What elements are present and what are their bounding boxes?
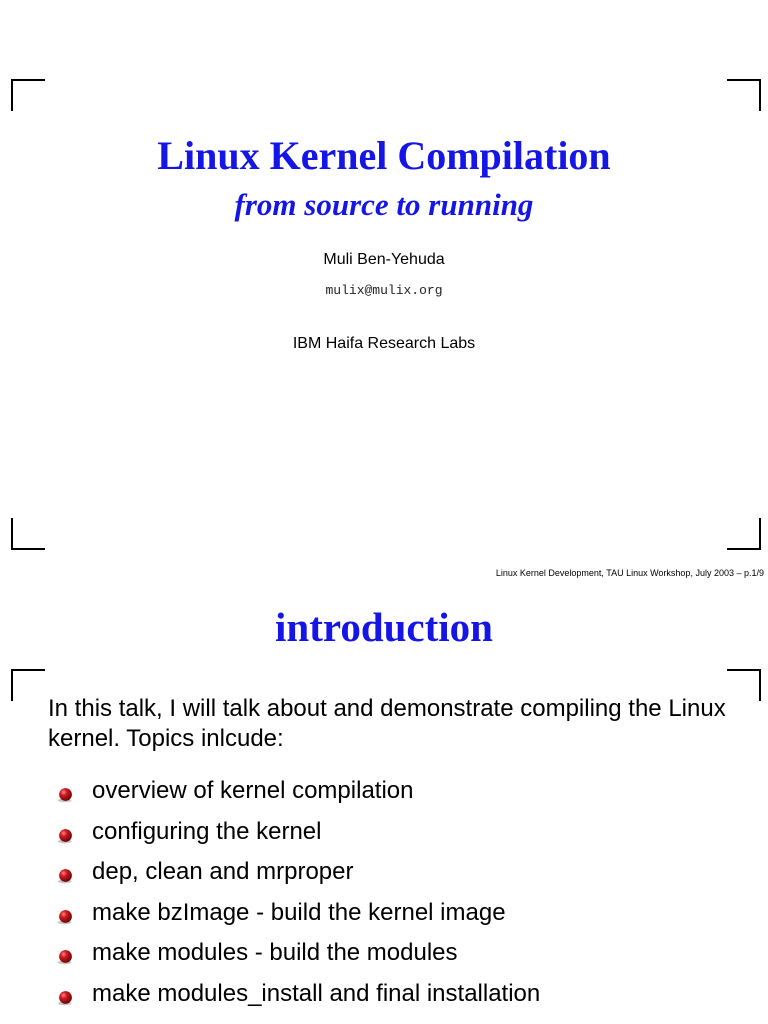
list-item (0, 978, 768, 1019)
red-ball-icon (57, 786, 74, 803)
list-item (0, 775, 768, 816)
slide-subtitle: from source to running (234, 187, 534, 222)
author-email: mulix@mulix.org (325, 283, 443, 298)
list-item-label: dep, clean and mrproper (92, 858, 354, 886)
list-item-label: configuring the kernel (92, 817, 322, 845)
crop-mark-top-left (11, 79, 45, 111)
list-item-label: make modules - build the modules (92, 939, 458, 967)
red-ball-icon (57, 989, 74, 1006)
list-item-label: overview of kernel compilation (92, 777, 414, 804)
red-ball-icon (57, 827, 74, 844)
red-ball-icon (57, 948, 74, 965)
crop-mark-top-right (727, 79, 761, 111)
author-name: Muli Ben-Yehuda (323, 251, 445, 268)
crop-mark-bottom-left (11, 518, 45, 550)
slide-title: Linux Kernel Compilation (157, 133, 611, 178)
list-item (0, 937, 768, 978)
intro-paragraph: In this talk, I will talk about and demonstrate compiling the Linux kernel. Topics inlcude: (48, 695, 726, 752)
slide-footer: Linux Kernel Development, TAU Linux Workshop, July 2003 – p.1/9 (495, 568, 764, 578)
list-item-label: make bzImage - build the kernel image (92, 898, 506, 926)
topic-list (0, 775, 768, 1019)
red-ball-icon (57, 908, 74, 925)
list-item (0, 816, 768, 857)
crop-mark-top-left-2 (11, 669, 45, 701)
section-heading: introduction (275, 604, 493, 650)
list-item-label: make modules_install and final installation (92, 979, 541, 1007)
crop-mark-bottom-right (727, 518, 761, 550)
list-item (0, 897, 768, 938)
red-ball-icon (57, 867, 74, 884)
affiliation: IBM Haifa Research Labs (292, 335, 476, 352)
list-item (0, 856, 768, 897)
